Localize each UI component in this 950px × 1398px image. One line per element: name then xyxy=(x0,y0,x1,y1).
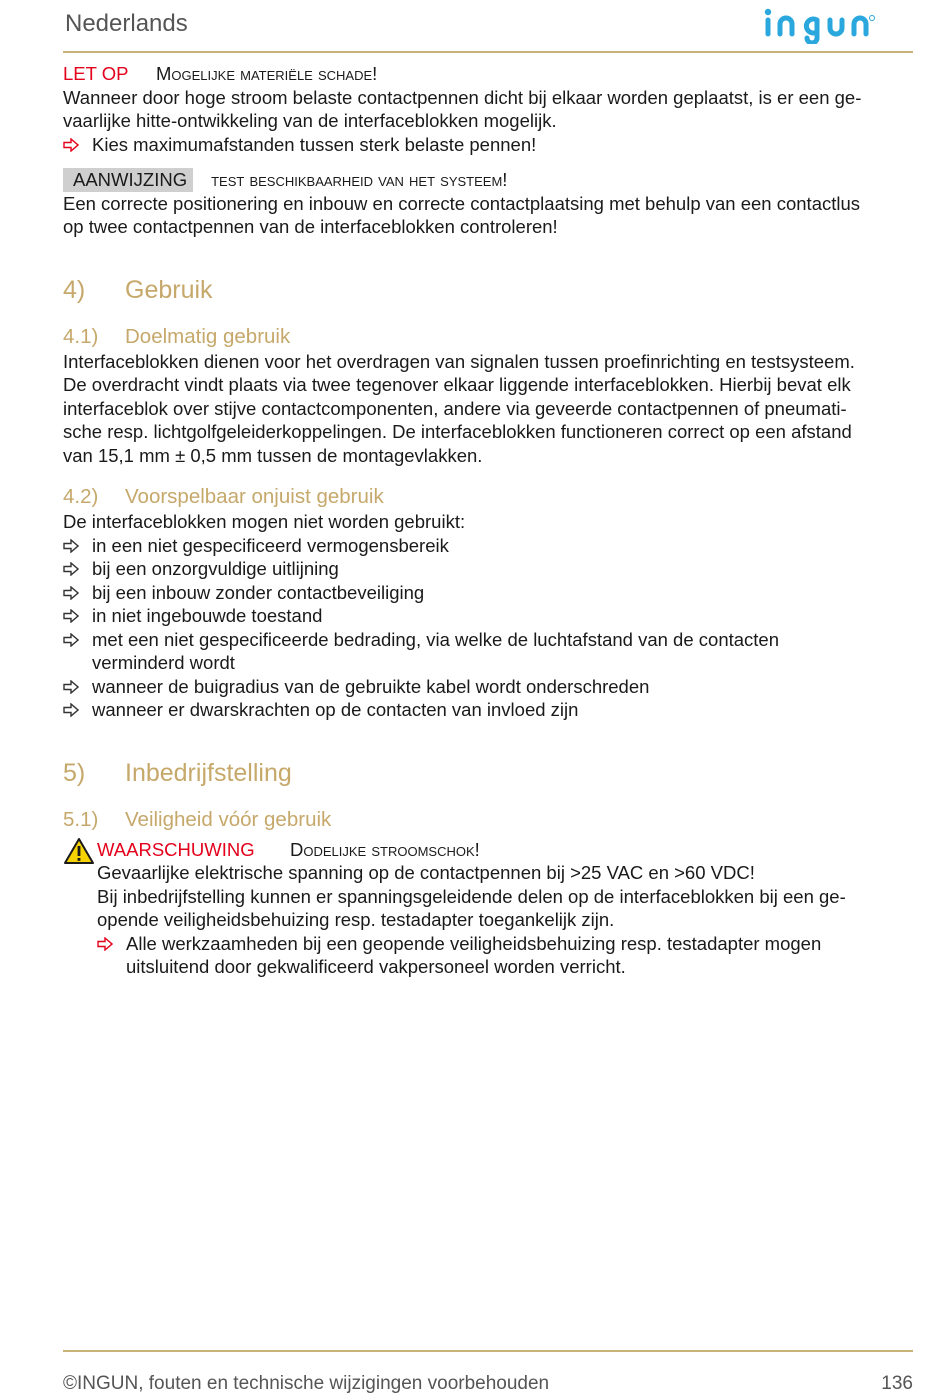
paragraph-line: van 15,1 mm ± 0,5 mm tussen de montagevlakken. xyxy=(63,444,483,466)
subsection-number: 4.1) xyxy=(63,324,99,348)
notice-let-op-tag: LET OP xyxy=(63,63,129,84)
notice-aanwijzing-line: op twee contactpennen van de interfaceblokken controleren! xyxy=(63,216,558,237)
arrow-icon xyxy=(63,675,92,699)
subsection-number: 5.1) xyxy=(63,807,99,831)
notice-aanwijzing-tag: AANWIJZING xyxy=(63,168,193,192)
list-item: wanneer er dwarskrachten op de contacten van invloed zijn xyxy=(63,698,913,722)
list-item: in een niet gespecificeerd vermogensbereik xyxy=(63,534,913,558)
paragraph-line: De overdracht vindt plaats via twee tegenover elkaar liggende interfaceblokken. Hierbij bevat elk xyxy=(63,374,851,395)
section-number: 5) xyxy=(63,758,86,787)
warning-title: Dodelijke stroomschok! xyxy=(290,838,480,860)
footer-copyright: ©INGUN, fouten en technische wijzigingen voorbehouden xyxy=(63,1373,550,1394)
warning-action: Alle werkzaamheden bij een geopende veiligheidsbehuizing resp. testadapter mogen uitsluitend door gekwalificeerd vakpersoneel worden verricht. xyxy=(97,932,913,979)
page-number: 136 xyxy=(881,1373,913,1394)
section-5-1-heading xyxy=(63,806,913,833)
warning-line: Gevaarlijke elektrische spanning op de contactpennen bij >25 VAC en >60 VDC! xyxy=(97,862,755,883)
notice-let-op-line: Wanneer door hoge stroom belaste contactpennen dicht bij elkaar worden geplaatst, is er een ge- xyxy=(63,86,862,108)
warning-line: opende veiligheidsbehuizing resp. testadapter toegankelijk zijn. xyxy=(97,909,615,930)
list-item: bij een onzorgvuldige uitlijning xyxy=(63,557,913,581)
warning-block xyxy=(63,838,913,979)
ingun-logo xyxy=(762,4,917,49)
notice-aanwijzing-title: test beschikbaarheid van het systeem! xyxy=(211,169,508,190)
subsection-title: Voorspelbaar onjuist gebruik xyxy=(125,485,384,508)
subsection-title: Veiligheid vóór gebruik xyxy=(125,807,332,831)
section-5-heading xyxy=(63,756,913,790)
arrow-icon xyxy=(63,628,92,675)
notice-aanwijzing-line: Een correcte positionering en inbouw en correcte contactplaatsing met behulp van een contactlus xyxy=(63,192,861,214)
notice-aanwijzing xyxy=(63,168,913,239)
section-4-1-heading xyxy=(63,323,913,350)
arrow-icon xyxy=(63,581,92,605)
warning-triangle-icon xyxy=(63,837,95,871)
warning-tag: WAARSCHUWING xyxy=(97,838,255,860)
paragraph-line: sche resp. lichtgolfgeleiderkoppelingen. De interfaceblokken functioneren correct op een afstand xyxy=(63,421,852,442)
list-item: wanneer de buigradius van de gebruikte kabel wordt onderschreden xyxy=(63,675,913,699)
section-number: 4) xyxy=(63,275,86,304)
notice-let-op-action: Kies maximumafstanden tussen sterk belaste pennen! xyxy=(92,133,537,155)
header-language: Nederlands xyxy=(65,10,188,37)
footer xyxy=(63,1373,913,1395)
list-item: in niet ingebouwde toestand xyxy=(63,604,913,628)
header-rule xyxy=(63,51,913,53)
arrow-icon xyxy=(97,932,126,979)
arrow-icon xyxy=(63,604,92,628)
list-item: met een niet gespecificeerde bedrading, via welke de luchtafstand van de contacten verminderd wordt xyxy=(63,628,913,675)
section-title: Gebruik xyxy=(125,275,213,304)
paragraph-line: interfaceblok over stijve contactcomponenten, andere via geveerde contactpennen of pneumati- xyxy=(63,397,847,419)
notice-let-op xyxy=(63,62,913,156)
list-item: bij een inbouw zonder contactbeveiliging xyxy=(63,581,913,605)
arrow-icon xyxy=(63,698,92,722)
section-title: Inbedrijfstelling xyxy=(125,758,292,787)
subsection-title: Doelmatig gebruik xyxy=(125,324,291,348)
notice-let-op-title: Mogelijke materiële schade! xyxy=(156,63,378,84)
arrow-icon xyxy=(63,534,92,558)
list-intro: De interfaceblokken mogen niet worden gebruikt: xyxy=(63,511,466,532)
footer-rule xyxy=(63,1350,913,1352)
warning-line: Bij inbedrijfstelling kunnen er spanningsgeleidende delen op de interfaceblokken bij een ge- xyxy=(97,885,846,907)
arrow-icon xyxy=(63,557,92,581)
paragraph-line: Interfaceblokken dienen voor het overdragen van signalen tussen proefinrichting en testsysteem. xyxy=(63,350,855,372)
page-content xyxy=(63,62,913,979)
notice-let-op-line: vaarlijke hitte-ontwikkeling van de interfaceblokken mogelijk. xyxy=(63,110,557,131)
subsection-number: 4.2) xyxy=(63,485,99,508)
arrow-icon xyxy=(63,133,92,157)
section-4-2-heading xyxy=(63,483,913,510)
misuse-list xyxy=(63,534,913,722)
section-4-heading xyxy=(63,273,913,307)
